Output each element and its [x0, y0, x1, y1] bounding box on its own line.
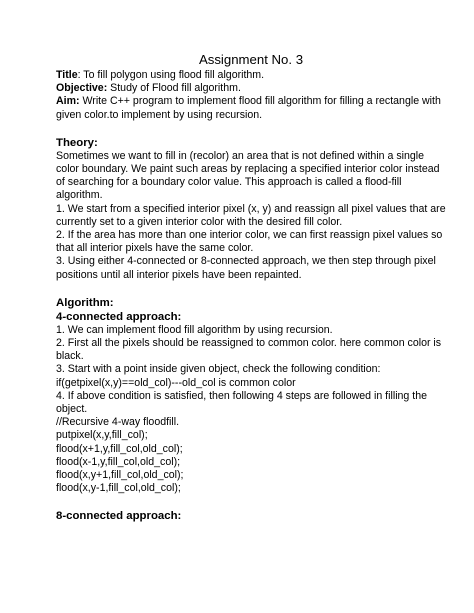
code-line: flood(x+1,y,fill_col,old_col);: [56, 442, 183, 455]
page-title: Assignment No. 3: [198, 52, 304, 67]
eight-connected-heading: 8-connected approach:: [56, 510, 182, 523]
theory-point: 2. If the area has more than one interior color, we can first reassign pixel values so that all interior pixels have the same color.: [56, 229, 443, 255]
algorithm-step: 3. Start with a point inside given object, check the following condition:: [56, 363, 381, 376]
code-line: flood(x,y-1,fill_col,old_col);: [56, 482, 181, 495]
algorithm-heading: Algorithm:: [56, 296, 114, 309]
title-text: : To fill polygon using flood fill algorithm.: [77, 69, 265, 81]
code-line: flood(x-1,y,fill_col,old_col);: [56, 455, 181, 468]
four-connected-heading: 4-connected approach:: [56, 310, 182, 323]
code-line: putpixel(x,y,fill_col);: [56, 429, 148, 442]
algorithm-step: if(getpixel(x,y)==old_col)---old_col is common color: [56, 376, 296, 389]
code-line: //Recursive 4-way floodfill.: [56, 416, 180, 429]
title-line: [56, 69, 446, 82]
aim-line: [56, 95, 446, 121]
theory-intro: Sometimes we want to fill in (recolor) an area that is not defined within a single color boundary. We paint such areas by replacing a specified interior color instead of searching for a boundary color value. This approach is called a flood-fill algorithm.: [56, 149, 440, 202]
algorithm-step: 4. If above condition is satisfied, then following 4 steps are followed in filling the object.: [56, 389, 427, 416]
objective-label: Objective:: [56, 82, 108, 95]
aim-label: Aim:: [56, 95, 80, 108]
objective-text: Study of Flood fill algorithm.: [107, 82, 241, 95]
theory-point: 1. We start from a specified interior pixel (x, y) and reassign all pixel values that are currently set to a given interior color with the desired fill color.: [56, 202, 446, 228]
title-label: Title: [56, 69, 78, 81]
aim-text: Write C++ program to implement flood fill algorithm for filling a rectangle with given color.to implement by using recursion.: [56, 95, 441, 121]
objective-line: [56, 82, 446, 95]
document-body: [56, 52, 446, 523]
theory-heading: Theory:: [56, 136, 98, 149]
algorithm-step: 2. First all the pixels should be reassigned to common color. here common color is black.: [56, 337, 442, 363]
theory-point: 3. Using either 4-connected or 8-connected approach, we then step through pixel positions until all interior pixels have been repainted.: [56, 255, 436, 281]
algorithm-step: 1. We can implement flood fill algorithm by using recursion.: [56, 323, 333, 336]
code-line: flood(x,y+1,fill_col,old_col);: [56, 469, 184, 482]
